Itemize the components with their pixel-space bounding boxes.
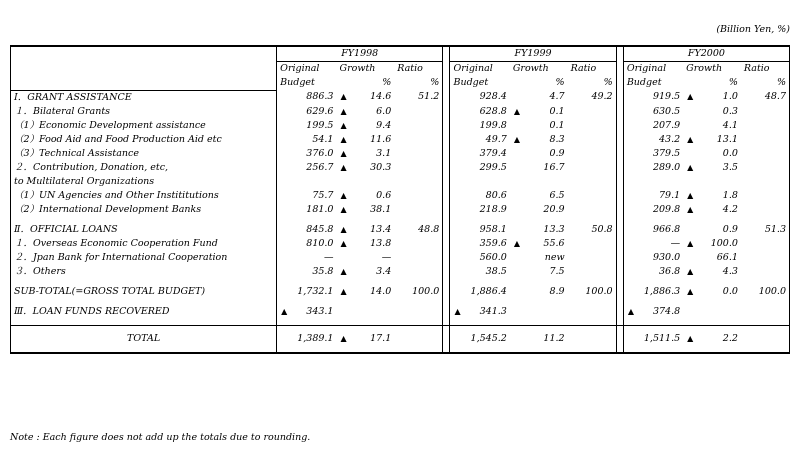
growth-cell: ▲ 4.3	[687, 265, 738, 277]
growth-cell: ▲ 1.0	[687, 91, 738, 103]
original-budget-cell: 49.7	[485, 133, 507, 145]
table-row	[11, 161, 790, 175]
decrease-triangle-icon: ▲	[340, 120, 347, 130]
ratio-cell	[394, 325, 443, 353]
growth-cell: new	[544, 251, 565, 263]
growth-cell: ▲ 11.6	[340, 133, 392, 145]
original-budget-cell: 207.9	[652, 119, 681, 131]
table-row	[11, 285, 790, 299]
ratio-cell	[568, 119, 617, 133]
decrease-triangle-icon: ▲	[340, 148, 347, 158]
original-budget-cell: 299.5	[479, 161, 507, 173]
ratio-cell	[568, 133, 617, 147]
original-budget-cell: 886.3	[306, 91, 334, 103]
footnote: Note : Each figure does not add up the totals due to rounding.	[10, 432, 311, 443]
decrease-triangle-icon: ▲	[340, 106, 347, 116]
original-budget-cell: 36.8	[658, 265, 681, 277]
ratio-cell	[741, 203, 790, 217]
growth-cell: ▲ 14.6	[340, 91, 392, 103]
original-budget-cell: 289.0	[652, 161, 681, 173]
original-budget-cell: 919.5	[652, 91, 681, 103]
row-label: SUB-TOTAL(=GROSS TOTAL BUDGET)	[11, 285, 277, 299]
table-row	[11, 251, 790, 265]
table-row	[11, 90, 790, 105]
growth-cell: ▲ 9.4	[340, 119, 392, 131]
original-budget-cell: 630.5	[652, 105, 681, 117]
original-budget-cell: 966.8	[652, 223, 681, 235]
original-budget-cell: 930.0	[652, 251, 681, 263]
row-label: １．Overseas Economic Cooperation Fund	[11, 237, 277, 251]
ratio-cell	[568, 189, 617, 203]
ratio-header: Ratio %	[570, 63, 613, 88]
decrease-triangle-icon: ▲	[687, 286, 694, 296]
row-label: （3）Technical Assistance	[11, 147, 277, 161]
original-budget-cell: 845.8	[306, 223, 334, 235]
decrease-triangle-icon: ▲	[281, 306, 288, 316]
row-label: ２．Jpan Bank for International Cooperation	[11, 251, 277, 265]
ratio-cell	[741, 305, 790, 319]
original-budget-cell: 54.1	[312, 133, 334, 145]
ratio-cell	[568, 147, 617, 161]
original-budget-cell: 628.8	[479, 105, 507, 117]
original-budget-cell: 810.0	[306, 237, 334, 249]
growth-cell: 0.9	[722, 223, 738, 235]
ratio-cell	[568, 325, 617, 353]
original-budget-cell: ▲ 343.1	[281, 305, 334, 317]
table-row	[11, 305, 790, 319]
growth-cell: ▲ 3.1	[340, 147, 392, 159]
decrease-triangle-icon: ▲	[687, 266, 694, 276]
ratio-header: Ratio %	[743, 63, 786, 88]
decrease-triangle-icon: ▲	[340, 286, 347, 296]
ratio-cell: 51.3	[764, 223, 786, 235]
decrease-triangle-icon: ▲	[340, 266, 347, 276]
fiscal-year-header-row	[11, 46, 790, 62]
table-row	[11, 119, 790, 133]
growth-cell: ▲ 0.6	[340, 189, 392, 201]
growth-cell	[510, 305, 568, 319]
ratio-cell: 100.0	[758, 285, 786, 297]
growth-cell: ▲ 30.3	[340, 161, 392, 173]
growth-cell: 0.3	[722, 105, 738, 117]
original-budget-cell: 1,545.2	[450, 325, 510, 353]
growth-cell	[683, 305, 741, 319]
growth-cell: 0.0	[722, 147, 738, 159]
growth-cell: —	[381, 251, 392, 263]
decrease-triangle-icon: ▲	[340, 224, 347, 234]
growth-cell: 11.2	[510, 325, 568, 353]
ratio-cell: 100.0	[568, 285, 617, 299]
decrease-triangle-icon: ▲	[687, 92, 694, 102]
ratio-cell	[568, 265, 617, 279]
original-budget-cell: —	[323, 251, 334, 263]
fy-header-1: FY1998	[277, 46, 443, 62]
decrease-triangle-icon: ▲	[687, 204, 694, 214]
ratio-cell	[568, 175, 617, 189]
original-budget-cell: ▲ 341.3	[454, 305, 507, 317]
decrease-triangle-icon: ▲	[340, 190, 347, 200]
original-budget-header: Original Budget	[453, 63, 493, 88]
growth-cell: ▲ 13.4	[340, 223, 392, 235]
row-label: （2）Food Aid and Food Production Aid etc	[11, 133, 277, 147]
row-label: （2）International Development Banks	[11, 203, 277, 217]
ratio-cell	[394, 189, 443, 203]
decrease-triangle-icon: ▲	[627, 306, 634, 316]
ratio-cell: 48.7	[764, 91, 786, 103]
ratio-cell	[568, 203, 617, 217]
row-label: to Multilateral Organizations	[11, 175, 277, 189]
growth-cell: ▲ 100.0	[687, 237, 738, 249]
original-budget-cell: 218.9	[479, 203, 507, 215]
decrease-triangle-icon: ▲	[513, 238, 520, 248]
growth-cell: ▲ 6.0	[340, 105, 392, 117]
row-label: ３．Others	[11, 265, 277, 279]
original-budget-cell: 79.1	[658, 189, 681, 201]
ratio-cell	[394, 161, 443, 175]
ratio-cell	[568, 305, 617, 319]
original-budget-cell: 256.7	[306, 161, 334, 173]
original-budget-cell	[623, 175, 683, 189]
decrease-triangle-icon: ▲	[340, 238, 347, 248]
growth-cell	[336, 175, 394, 189]
ratio-cell	[741, 175, 790, 189]
growth-cell: ▲ 2.2	[683, 325, 741, 353]
ratio-cell: 48.8	[394, 223, 443, 237]
original-budget-cell: 1,886.3	[643, 285, 681, 297]
ratio-cell	[394, 119, 443, 133]
row-label: Ⅲ．LOAN FUNDS RECOVERED	[11, 305, 277, 319]
total-row	[11, 325, 790, 353]
original-budget-cell	[450, 175, 510, 189]
row-label: TOTAL	[11, 325, 277, 353]
original-budget-cell: 379.5	[652, 147, 681, 159]
decrease-triangle-icon: ▲	[340, 162, 347, 172]
original-budget-cell: 35.8	[312, 265, 334, 277]
growth-cell: 20.9	[543, 203, 565, 215]
decrease-triangle-icon: ▲	[687, 333, 694, 343]
ratio-cell	[741, 147, 790, 161]
growth-cell: ▲ 0.0	[687, 285, 738, 297]
decrease-triangle-icon: ▲	[340, 134, 347, 144]
table-row	[11, 265, 790, 279]
ratio-cell	[394, 147, 443, 161]
original-budget-header: Original Budget	[626, 63, 667, 88]
ratio-cell	[741, 251, 790, 265]
ratio-cell	[394, 237, 443, 251]
growth-cell: ▲ 38.1	[340, 203, 392, 215]
growth-cell: ▲ 55.6	[513, 237, 565, 249]
fy-header-3: FY2000	[623, 46, 789, 62]
original-budget-cell: —	[670, 237, 681, 249]
growth-cell: ▲ 4.2	[687, 203, 738, 215]
original-budget-cell: 359.6	[479, 237, 507, 249]
decrease-triangle-icon: ▲	[513, 134, 520, 144]
decrease-triangle-icon: ▲	[340, 333, 347, 343]
decrease-triangle-icon: ▲	[454, 306, 461, 316]
table-body	[11, 90, 790, 353]
original-budget-header: Original Budget	[280, 63, 320, 88]
original-budget-cell: 1,886.4	[470, 285, 507, 297]
original-budget-cell: 75.7	[312, 189, 334, 201]
row-label: ２．Contribution, Donation, etc,	[11, 161, 277, 175]
item-column-header	[11, 46, 277, 90]
table-row	[11, 237, 790, 251]
oda-budget-table	[10, 45, 790, 354]
table-row	[11, 203, 790, 217]
growth-cell: 0.9	[549, 147, 565, 159]
ratio-cell	[741, 119, 790, 133]
growth-cell	[336, 305, 394, 319]
growth-cell	[683, 175, 741, 189]
row-label: １．Bilateral Grants	[11, 105, 277, 119]
original-budget-cell: 629.6	[306, 105, 334, 117]
ratio-cell: 51.2	[394, 90, 443, 105]
ratio-cell	[741, 105, 790, 119]
growth-header: Growth %	[686, 63, 738, 88]
decrease-triangle-icon: ▲	[687, 162, 694, 172]
table-row	[11, 133, 790, 147]
ratio-cell	[568, 105, 617, 119]
growth-cell: 6.5	[549, 189, 565, 201]
ratio-cell	[741, 237, 790, 251]
ratio-cell: 49.2	[568, 90, 617, 105]
decrease-triangle-icon: ▲	[687, 134, 694, 144]
original-budget-cell: 38.5	[485, 265, 507, 277]
growth-cell: ▲ 3.4	[340, 265, 392, 277]
original-budget-cell: 209.8	[652, 203, 681, 215]
ratio-cell	[568, 161, 617, 175]
original-budget-cell: 43.2	[658, 133, 681, 145]
ratio-cell	[568, 251, 617, 265]
growth-cell: 4.7	[549, 91, 565, 103]
ratio-cell	[394, 305, 443, 319]
growth-cell: ▲ 14.0	[340, 285, 392, 297]
ratio-cell	[741, 133, 790, 147]
row-label: Ⅰ．GRANT ASSISTANCE	[11, 90, 277, 105]
table-row	[11, 189, 790, 203]
ratio-cell	[394, 175, 443, 189]
original-budget-cell: 560.0	[479, 251, 507, 263]
growth-cell: 16.7	[543, 161, 565, 173]
original-budget-cell: 1,732.1	[297, 285, 334, 297]
growth-cell: ▲ 13.8	[340, 237, 392, 249]
ratio-cell	[394, 265, 443, 279]
growth-cell: 8.9	[549, 285, 565, 297]
ratio-cell: 50.8	[568, 223, 617, 237]
original-budget-cell: 181.0	[306, 203, 334, 215]
original-budget-cell: 376.0	[306, 147, 334, 159]
growth-cell: 13.3	[543, 223, 565, 235]
ratio-cell	[741, 265, 790, 279]
decrease-triangle-icon: ▲	[340, 92, 347, 102]
ratio-cell	[394, 133, 443, 147]
growth-cell: ▲ 3.5	[687, 161, 738, 173]
table-row	[11, 175, 790, 189]
ratio-cell	[394, 105, 443, 119]
original-budget-cell: 958.1	[479, 223, 507, 235]
original-budget-cell: 1,511.5	[623, 325, 683, 353]
growth-cell: ▲ 0.1	[513, 105, 565, 117]
unit-note: (Billion Yen, %)	[716, 24, 790, 35]
row-label: （1）UN Agencies and Other Instititutions	[11, 189, 277, 203]
growth-header: Growth %	[512, 63, 565, 88]
ratio-cell	[568, 237, 617, 251]
growth-cell: 4.1	[722, 119, 738, 131]
table-row	[11, 105, 790, 119]
row-label: （1）Economic Development assistance	[11, 119, 277, 133]
ratio-cell: 100.0	[394, 285, 443, 299]
decrease-triangle-icon: ▲	[687, 238, 694, 248]
original-budget-cell: ▲ 374.8	[627, 305, 681, 317]
ratio-cell	[741, 189, 790, 203]
original-budget-cell: 199.5	[306, 119, 334, 131]
growth-cell: 66.1	[716, 251, 738, 263]
table-row	[11, 223, 790, 237]
growth-cell: ▲ 17.1	[336, 325, 394, 353]
ratio-cell	[741, 325, 790, 353]
ratio-cell	[741, 161, 790, 175]
growth-header: Growth %	[339, 63, 392, 88]
original-budget-cell: 199.8	[479, 119, 507, 131]
original-budget-cell: 80.6	[485, 189, 507, 201]
growth-cell: ▲ 13.1	[687, 133, 738, 145]
growth-cell: ▲ 1.8	[687, 189, 738, 201]
ratio-cell	[394, 251, 443, 265]
decrease-triangle-icon: ▲	[687, 190, 694, 200]
growth-cell: ▲ 8.3	[513, 133, 565, 145]
original-budget-cell: 1,389.1	[277, 325, 337, 353]
ratio-header: Ratio %	[397, 63, 440, 88]
table-row	[11, 147, 790, 161]
growth-cell: 7.5	[549, 265, 565, 277]
growth-cell	[510, 175, 568, 189]
original-budget-cell	[277, 175, 337, 189]
row-label: Ⅱ．OFFICIAL LOANS	[11, 223, 277, 237]
fy-header-2: FY1999	[450, 46, 616, 62]
decrease-triangle-icon: ▲	[513, 106, 520, 116]
original-budget-cell: 928.4	[479, 91, 507, 103]
original-budget-cell: 379.4	[479, 147, 507, 159]
growth-cell: 0.1	[549, 119, 565, 131]
ratio-cell	[394, 203, 443, 217]
decrease-triangle-icon: ▲	[340, 204, 347, 214]
